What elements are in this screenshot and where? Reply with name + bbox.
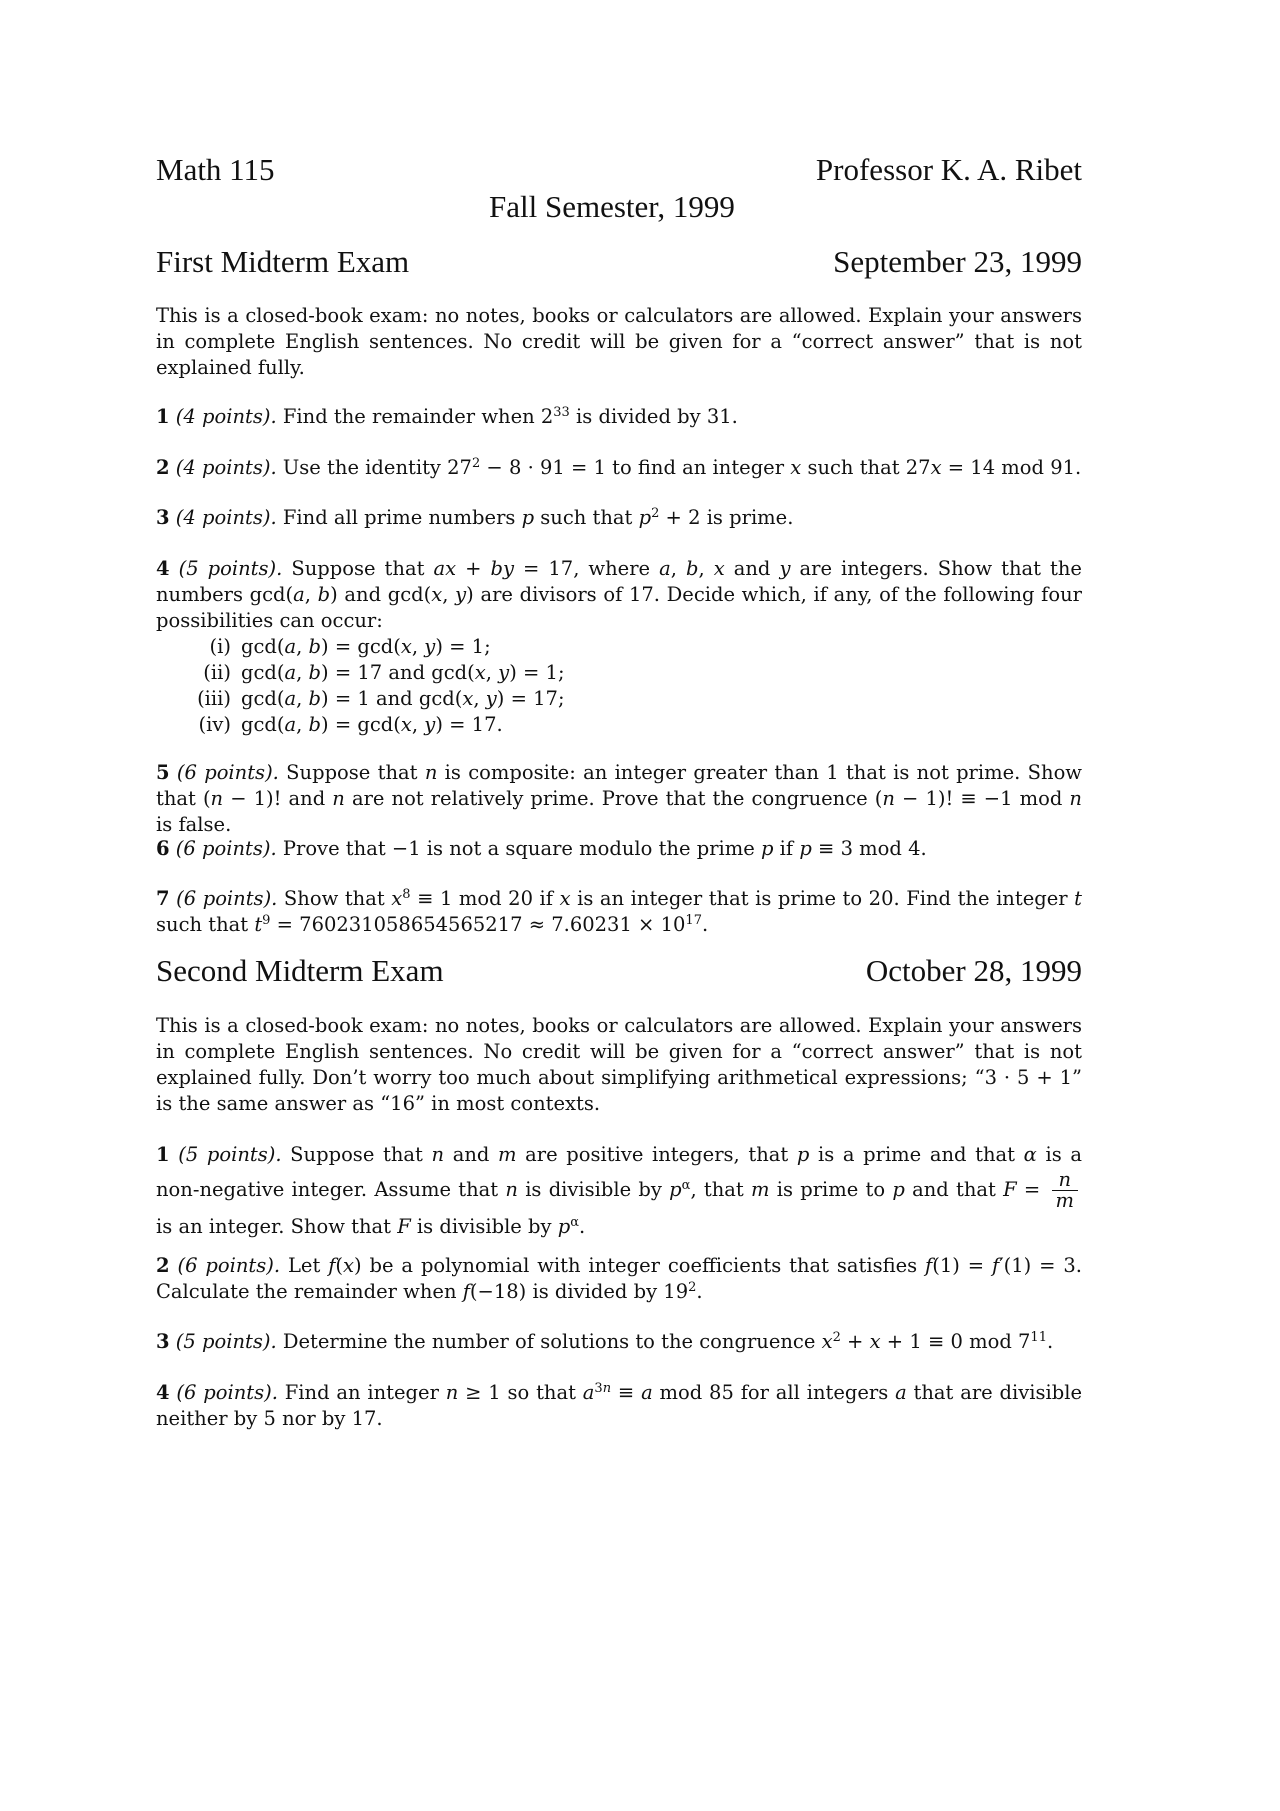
problem-number: 3 — [156, 1330, 170, 1353]
case-label: (iv) — [198, 713, 231, 736]
exam1-problem-4: 4 (5 points). Suppose that ax + by = 17, where a, b, x and y are integers. Show that the numbers gcd(a, b) and gcd(x, y) are divisors of 17. Decide which, if any, of the following four possibilities can occur: — [156, 557, 1082, 632]
problem-number: 2 — [156, 456, 170, 479]
case-label: (iii) — [197, 687, 231, 710]
problem-number: 6 — [156, 837, 170, 860]
exam1-problem-5: 5 (6 points). Suppose that n is composite: an integer greater than 1 that is not prime. Show that (n − 1)! and n are not relatively prime. Prove that the congruence (n − 1)! ≡ −1 mod n is false. — [156, 761, 1082, 836]
problem-points: (4 points). — [175, 506, 277, 529]
exam1-problem-3: 3 (4 points). Find all prime numbers p such that $p^2 + 2$ is prime. — [156, 505, 794, 529]
problem-points: (5 points). — [178, 1143, 282, 1166]
problem-number: 4 — [156, 1381, 170, 1404]
exam2-problem-2: 2 (6 points). Let f(x) be a polynomial with integer coefficients that satisfies f(1) = f′(1) = 3. Calculate the remainder when f(−18) is divided by $19^2$. — [156, 1254, 1082, 1303]
case-label: (ii) — [203, 661, 231, 684]
problem-points: (5 points). — [178, 557, 283, 580]
exam1-title: First Midterm Exam — [156, 244, 410, 279]
exam1-problem-2: 2 (4 points). Use the identity $27^2 - 8 \cdot 91 = 1$ to find an integer x such that 27x = 14 mod 91. — [156, 455, 1082, 479]
exam1-date: September 23, 1999 — [833, 244, 1082, 279]
exam2-title: Second Midterm Exam — [156, 953, 444, 988]
problem-number: 7 — [156, 887, 170, 910]
exam1-problem-7: 7 (6 points). Show that $x^8 \equiv 1$ mod 20 if x is an integer that is prime to 20. Find the integer t such that $t^9 = 760231058654565217 \approx 7.60231 \times 10^{17}$. — [156, 886, 1082, 936]
case-item: (iii) gcd(a, b) = 1 and gcd(x, y) = 17; — [176, 686, 565, 712]
course-title: Math 115 — [156, 152, 275, 187]
problem-points: (6 points). — [176, 887, 278, 910]
professor-name: Professor K. A. Ribet — [815, 152, 1082, 187]
problem-number: 1 — [156, 405, 170, 428]
case-item: (iv) gcd(a, b) = gcd(x, y) = 17. — [176, 712, 565, 738]
problem-points: (6 points). — [176, 761, 279, 784]
problem-number: 3 — [156, 506, 170, 529]
fraction-n-over-m: $\frac{n}{m}$ — [1052, 1170, 1079, 1211]
case-item: (ii) gcd(a, b) = 17 and gcd(x, y) = 1; — [176, 660, 565, 686]
problem-points: (6 points). — [175, 837, 277, 860]
case-item: (i) gcd(a, b) = gcd(x, y) = 1; — [176, 634, 565, 660]
exam2-problem-3: 3 (5 points). Determine the number of solutions to the congruence $x^2 + x + 1 \equiv 0$ mod $7^{11}$. — [156, 1329, 1054, 1353]
semester: Fall Semester, 1999 — [489, 189, 735, 224]
problem-points: (6 points). — [177, 1254, 281, 1277]
exam2-intro: This is a closed-book exam: no notes, books or calculators are allowed. Explain your answers in complete English sentences. No credit will be given for a “correct answer” that is not explained fully. Don’t worry too much about simplifying arithmetical expressions; “3 · 5 + 1” is the same answer as “16” in most contexts. — [156, 1014, 1082, 1115]
exam1-problem-6: 6 (6 points). Prove that −1 is not a square modulo the prime p if p ≡ 3 mod 4. — [156, 837, 927, 860]
exam1-intro: This is a closed-book exam: no notes, books or calculators are allowed. Explain your answers in complete English sentences. No credit will be given for a “correct answer” that is not explained fully. — [156, 304, 1082, 379]
case-label: (i) — [209, 635, 231, 658]
exam1-problem-1: 1 (4 points). Find the remainder when $2^{33}$ is divided by 31. — [156, 404, 738, 428]
exam2-date: October 28, 1999 — [865, 953, 1082, 988]
problem-points: (4 points). — [175, 456, 277, 479]
problem-points: (4 points). — [175, 405, 277, 428]
exam2-problem-4: 4 (6 points). Find an integer n ≥ 1 so that $a^{3n} \equiv a$ mod 85 for all integers a that are divisible neither by 5 nor by 17. — [156, 1380, 1083, 1430]
exam1-problem-4-cases — [176, 634, 565, 738]
problem-number: 1 — [156, 1143, 170, 1166]
problem-number: 4 — [156, 557, 170, 580]
exam2-problem-1: 1 (5 points). Suppose that n and m are positive integers, that p is a prime and that α is a non-negative integer. Assume that n is divisible by $p^\alpha$, that m is prime to p and that F = $\frac{n}{m}$ is an integer. Show that F is divisible by $p^\alpha$. — [156, 1143, 1082, 1238]
problem-number: 5 — [156, 761, 170, 784]
problem-points: (6 points). — [176, 1381, 278, 1404]
problem-points: (5 points). — [175, 1330, 277, 1353]
problem-number: 2 — [156, 1254, 170, 1277]
